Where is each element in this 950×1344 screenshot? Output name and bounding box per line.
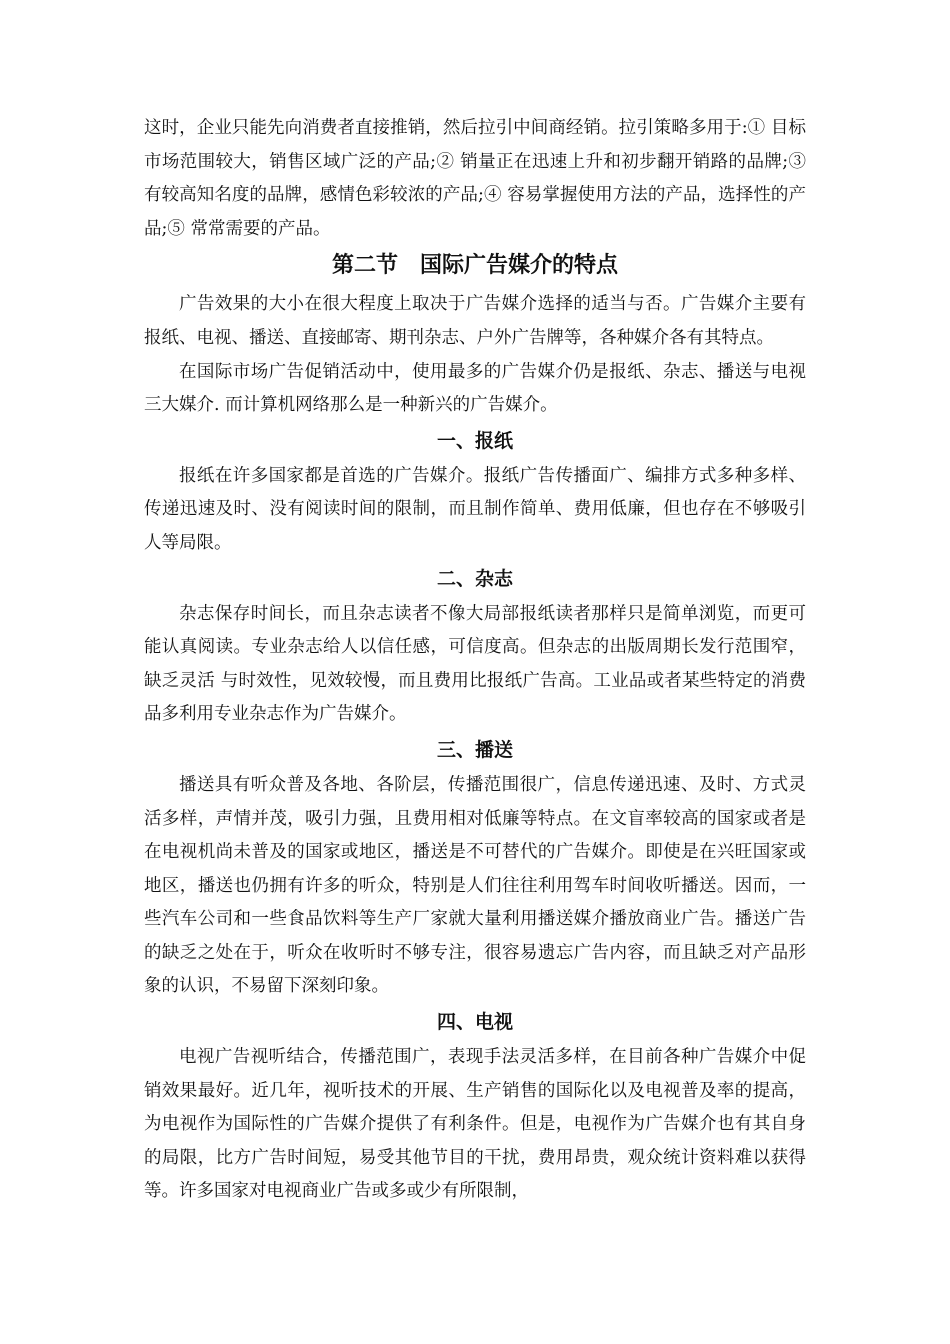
- subsection-paragraph-newspaper: 报纸在许多国家都是首选的广告媒介。报纸广告传播面广、编排方式多种多样、传递迅速及时、没有阅读时间的限制，而且制作简单、费用低廉，但也存在不够吸引人等局限。: [144, 465, 806, 553]
- section-title: 第二节 国际广告媒介的特点: [331, 253, 618, 279]
- subsection-paragraph-television: 电视广告视听结合，传播范围广，表现手法灵活多样，在目前各种广告媒介中促销效果最好。近几年，视听技术的开展、生产销售的国际化以及电视普及率的提高，为电视作为国际性的广告媒介提供了有利条件。但是，电视作为广告媒介也有其自身的局限，比方广告时间短，易受其他节目的干扰，费用昂贵，观众统计资料难以获得等。许多国家对电视商业广告或多或少有所限制，: [144, 1047, 806, 1202]
- subsection-heading-magazine: 二、杂志: [436, 567, 513, 590]
- subsection-heading-broadcast: 三、播送: [436, 738, 513, 761]
- section-paragraph: 在国际市场广告促销活动中，使用最多的广告媒介仍是报纸、杂志、播送与电视三大媒介. 而计算机网络那么是一种新兴的广告媒介。: [144, 361, 806, 416]
- subsection-heading-television: 四、电视: [436, 1011, 513, 1034]
- intro-paragraph: 这时，企业只能先向消费者直接推销，然后拉引中间商经销。拉引策略多用于:① 目标市场范围较大，销售区域广泛的产品;② 销量正在迅速上升和初步翻开销路的品牌;③ 有较高知名度的品牌，感情色彩较浓的产品;④ 容易掌握使用方法的产品，选择性的产品;⑤ 常常需要的产品。: [144, 118, 806, 239]
- document-page: [144, 112, 806, 1209]
- subsection-paragraph-magazine: 杂志保存时间长，而且杂志读者不像大局部报纸读者那样只是简单浏览，而更可能认真阅读。专业杂志给人以信任感，可信度高。但杂志的出版周期长发行范围窄，缺乏灵活 与时效性，见效较慢，而且费用比报纸广告高。工业品或者某些特定的消费品多利用专业杂志作为广告媒介。: [144, 603, 806, 725]
- subsection-paragraph-broadcast: 播送具有听众普及各地、各阶层，传播范围很广，信息传递迅速、及时、方式灵活多样，声情并茂，吸引力强，且费用相对低廉等特点。在文盲率较高的国家或者是在电视机尚未普及的国家或地区，播送是不可替代的广告媒介。即使是在兴旺国家或地区，播送也仍拥有许多的听众，特别是人们往往利用驾车时间收听播送。因而，一些汽车公司和一些食品饮料等生产厂家就大量利用播送媒介播放商业广告。播送广告的缺乏之处在于，听众在收听时不够专注，很容易遗忘广告内容，而且缺乏对产品形象的认识，不易留下深刻印象。: [144, 774, 806, 997]
- section-paragraph: 广告效果的大小在很大程度上取决于广告媒介选择的适当与否。广告媒介主要有报纸、电视、播送、直接邮寄、期刊杂志、户外广告牌等，各种媒介各有其特点。: [144, 294, 806, 348]
- subsection-heading-newspaper: 一、报纸: [436, 429, 513, 452]
